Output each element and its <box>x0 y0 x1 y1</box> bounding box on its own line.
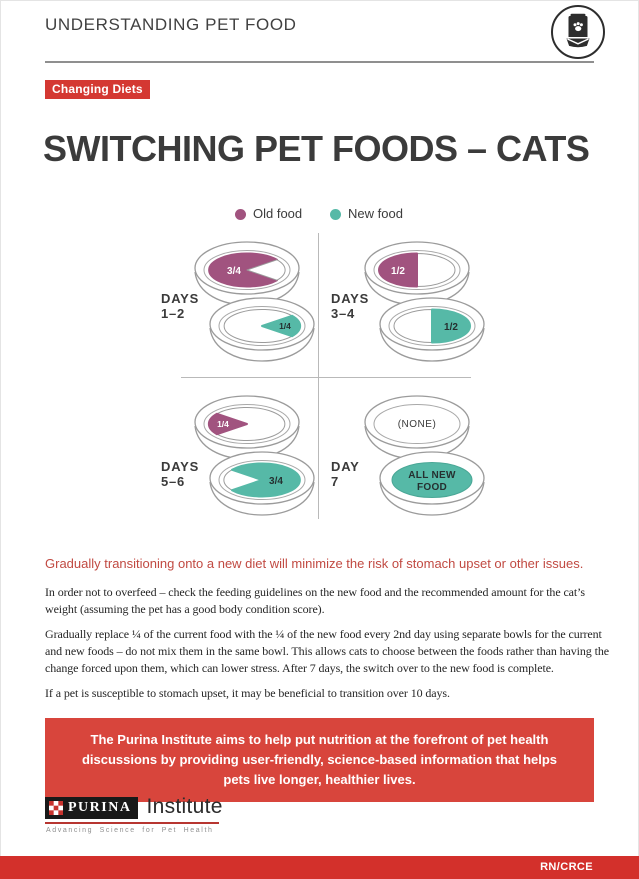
purina-wordmark-box <box>45 797 138 819</box>
old-fraction-label: 1/4 <box>217 419 229 429</box>
footer-code: RN/CRCE <box>540 861 593 873</box>
bowls-days-3-4 <box>322 228 492 380</box>
bowls-day-7 <box>322 382 492 534</box>
pet-food-bag-icon <box>549 3 607 61</box>
header-title: UNDERSTANDING PET FOOD <box>45 15 297 34</box>
bowls-days-1-2 <box>152 228 322 380</box>
body-copy <box>45 584 610 710</box>
old-food-legend-dot <box>235 209 246 220</box>
new-fraction-label: 3/4 <box>269 476 283 487</box>
quadrant-label-days-3-4: DAYS 3–4 <box>331 291 370 321</box>
purina-brand-text: PURINA <box>68 800 132 815</box>
quadrant-label-days-1-2: DAYS 1–2 <box>161 291 200 321</box>
none-label: (NONE) <box>397 419 437 430</box>
purina-checkerboard-icon <box>49 801 63 815</box>
new-fraction-label: 1/4 <box>279 321 291 331</box>
bowls-days-5-6 <box>152 382 322 534</box>
paragraph-gradual-replacement: Gradually replace ¼ of the current food with the ¼ of the new food every 2nd day using separate bowls for the current and new foods – do not mix them in the same bowl. This allows cats to choose between the foods rather than having the change forced upon them, which can lower stress. After 7 days, the switch over to the new food is complete. <box>45 627 609 675</box>
all-new-food-label-line1: ALL NEW <box>408 470 456 481</box>
logo-tagline: Advancing Science for Pet Health <box>46 827 214 834</box>
old-food-legend-label: Old food <box>253 206 303 221</box>
paragraph-feeding-guidelines: In order not to overfeed – check the feeding guidelines on the new food and the recommended amount for the cat’s weight (assuming the pet has a good body condition score). <box>45 585 585 616</box>
header-divider <box>45 61 594 63</box>
paragraph-stomach-upset: If a pet is susceptible to stomach upset, it may be beneficial to transition over 10 days. <box>45 686 450 700</box>
purina-institute-callout: The Purina Institute aims to help put nutrition at the forefront of pet health discussions by providing user-friendly, science-based information that helps pets live longer, healthier lives. <box>45 718 594 802</box>
quadrant-label-day-7: DAY 7 <box>331 459 360 489</box>
new-fraction-label: 1/2 <box>444 322 458 333</box>
new-food-legend-dot <box>330 209 341 220</box>
new-food-legend-label: New food <box>348 206 403 221</box>
page-title: SWITCHING PET FOODS – CATS <box>43 128 590 169</box>
purina-institute-logo <box>45 796 305 842</box>
quadrant-label-days-5-6: DAYS 5–6 <box>161 459 200 489</box>
highlight-sentence: Gradually transitioning onto a new diet will minimize the risk of stomach upset or other issues. <box>45 556 584 571</box>
footer-bar <box>0 856 639 879</box>
institute-text: Institute <box>146 795 223 818</box>
logo-red-rule <box>45 822 219 824</box>
old-fraction-label: 1/2 <box>391 266 405 277</box>
all-new-food-label-line2: FOOD <box>416 482 448 493</box>
section-badge: Changing Diets <box>45 80 150 99</box>
old-fraction-label: 3/4 <box>227 266 241 277</box>
